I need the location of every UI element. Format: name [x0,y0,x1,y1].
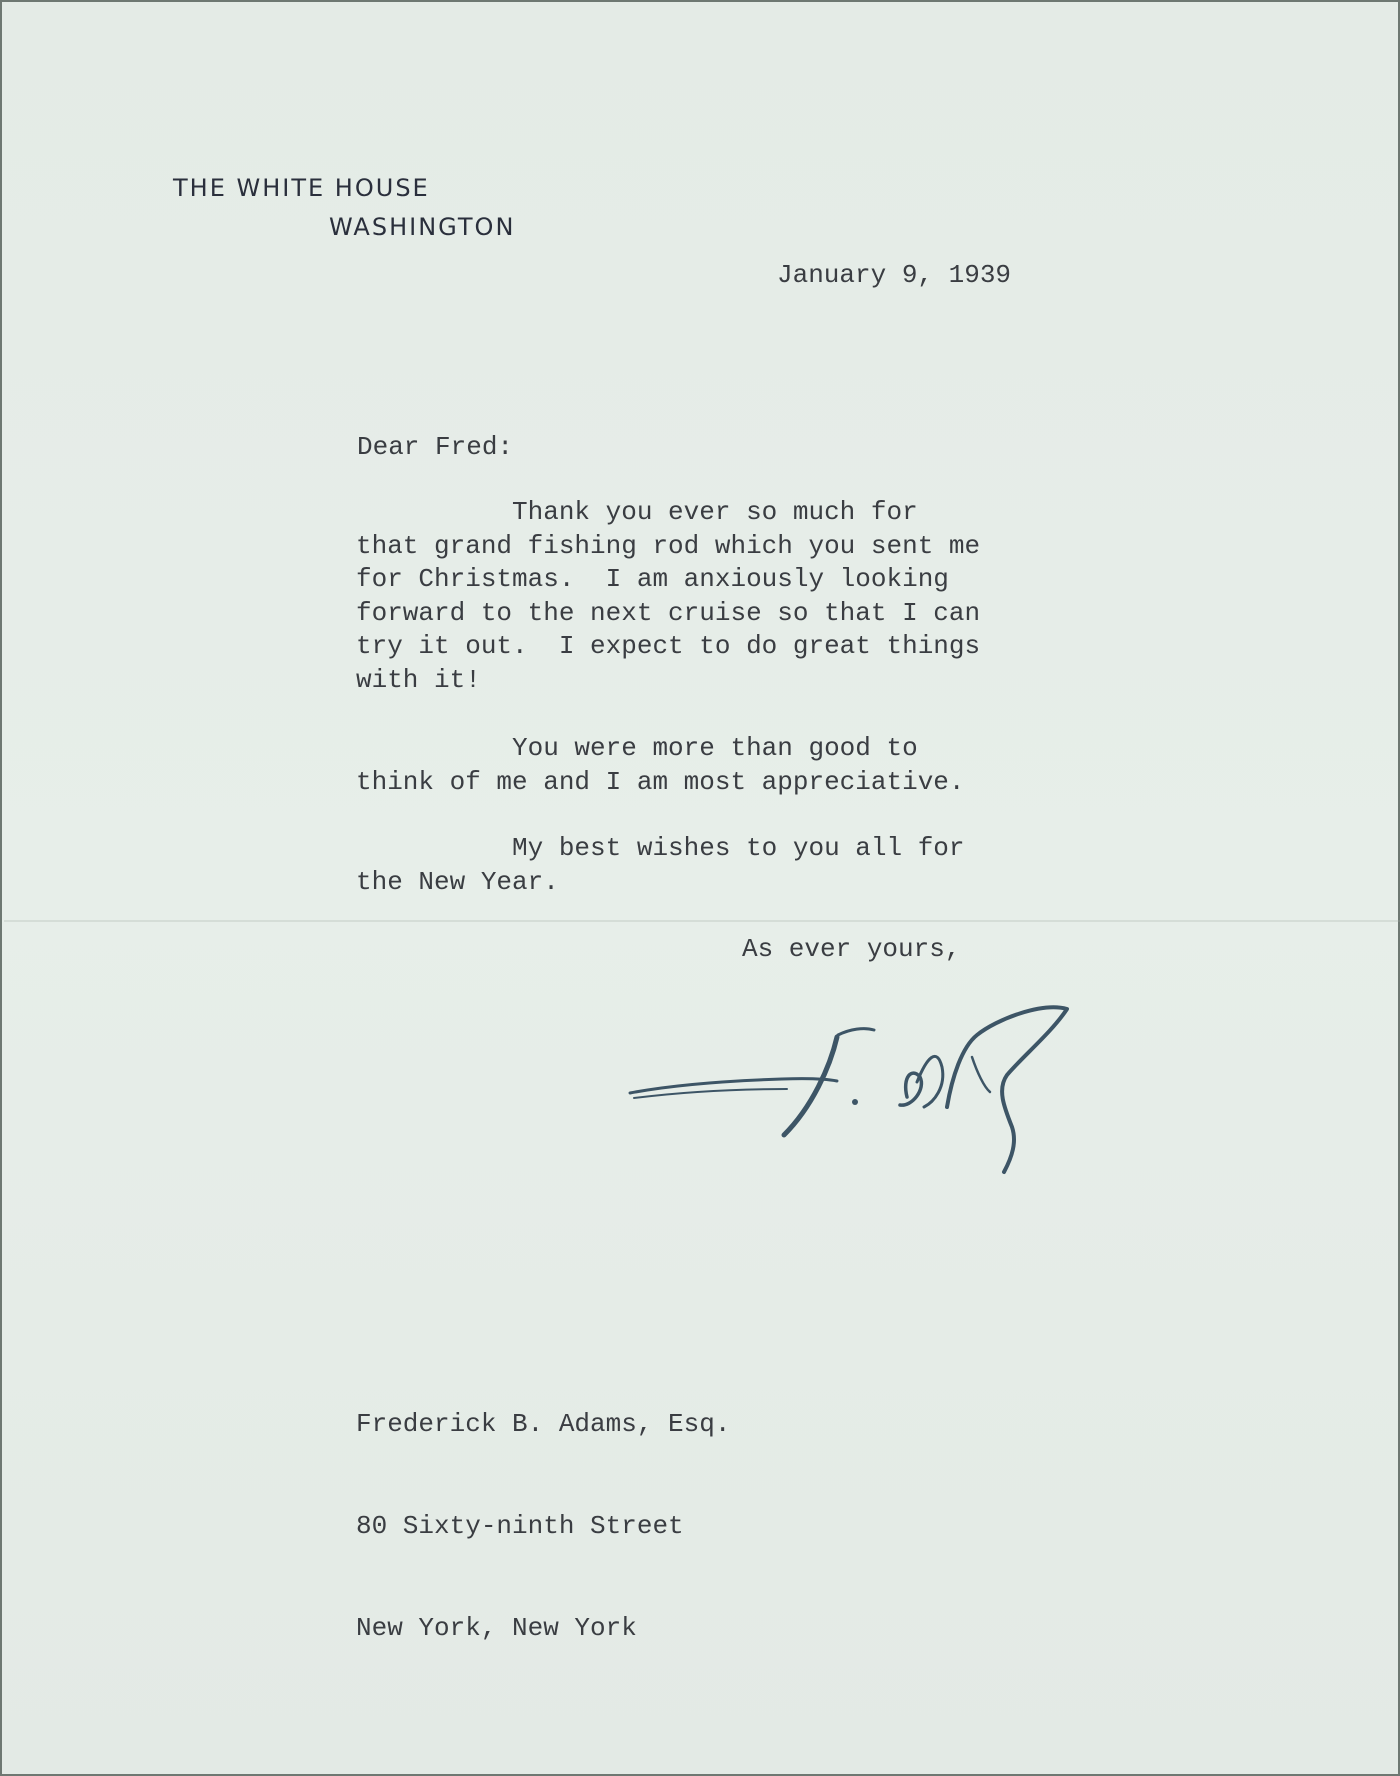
recipient-city: New York, New York [356,1613,637,1643]
paper-fold-line [4,920,1400,922]
letterhead-city: WASHINGTON [329,213,516,241]
letterhead-title: THE WHITE HOUSE [173,174,430,202]
letter-closing: As ever yours, [742,934,961,964]
letter-salutation: Dear Fred: [357,432,514,462]
letter-paragraph-1: Thank you ever so much for that grand fishing rod which you sent me for Christmas. I am anxiously looking forward to the next cruise so that I can try it out. I expect to do great things with it! [356,497,981,695]
handwritten-signature [612,997,1082,1187]
recipient-address [356,1339,730,1713]
recipient-name: Frederick B. Adams, Esq. [356,1409,731,1439]
letter-paragraph-2: You were more than good to think of me and I am most appreciative. [356,733,965,797]
letter-date: January 9, 1939 [777,260,1012,290]
letter-paragraph-3: My best wishes to you all for the New Year. [356,833,965,897]
recipient-street: 80 Sixty-ninth Street [356,1511,684,1541]
